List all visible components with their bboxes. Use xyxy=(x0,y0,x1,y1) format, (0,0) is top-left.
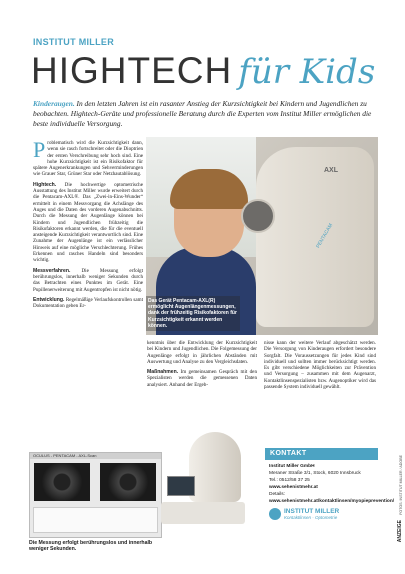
contact-details-prefix: Details: xyxy=(269,492,285,497)
drop-cap: P xyxy=(33,137,46,162)
column3-paragraph: nisse kann der weitere Verlauf abgeschätzt werden. Die Versorgung von Kinderaugen erfordert besondere Sorgfalt. Die Voraussetzungen für jedes Kind sind individuell und sollten immer berücksichtigt werden. Es gibt verschiedene Möglichkeiten zur Prävention und Versorgung – zusammen mit dem Augenarzt, Kontaktlinsenspezialisten bzw. Augenoptiker wird das passende System individuell gewählt. xyxy=(264,340,376,391)
contact-header: KONTAKT xyxy=(265,448,378,460)
eye-scan-right xyxy=(100,463,156,501)
lead-paragraph xyxy=(33,99,373,129)
software-data-panel xyxy=(33,507,158,533)
entwicklung-paragraph xyxy=(33,297,143,310)
software-screenshot xyxy=(29,452,162,538)
contact-company: Institut Miller GmbH xyxy=(269,464,315,469)
hightech-text: Die hochwertige optometrische Ausstattung des Institut Miller wurde erweitert durch die Pentacam-AXL®. Das „Zwei-in-Eins-Wunder“ ermittelt in einem Messvorgang die Achslänge des Auges und die Daten des vorderen Augenabschnitts. Durch die Messung der Augenlänge können bei Kindern und Jugendlichen frühzeitig die Risikofaktoren erkannt werden, die für die eventuell ansteigende Kurzsichtigkeit verantwortlich sind. Eine Zunahme der Augenlänge ist ein verlässlicher Hinweis auf eine mögliche Verschlechterung. Frühes Erkennen und rasches Handeln sind besonders wichtig. xyxy=(33,181,143,264)
contact-box xyxy=(265,448,395,523)
contact-body xyxy=(265,460,395,523)
intro-text: roblematisch wird die Kurzsichtigkeit dann, wenn sie rasch fortschreitet oder die Dioptrien der ersten Verschreibung sehr hoch sind. Eine hohe Kurzsichtigkeit ist ein Risikofaktor für spätere Augenerkrankungen und Sehverminderungen wie Grauer Star, Grüner Star oder Netzhautablösung. xyxy=(33,140,143,178)
entwicklung-text: Regelmäßige Verlaufskontrollen samt Dokumentation geben Er- xyxy=(33,296,143,310)
messverfahren-paragraph xyxy=(33,268,143,293)
lead-keyword: Kinderaugen. xyxy=(33,99,75,108)
hightech-heading: Hightech. xyxy=(33,181,57,188)
institut-miller-logo xyxy=(269,508,374,520)
photo-credits: FOTOS: INSTITUT MILLER / ADOBE xyxy=(399,455,403,515)
page-title xyxy=(31,50,375,92)
software-titlebar: OCULUS - PENTACAM - AXL-Scan xyxy=(30,453,161,459)
photo-device-lens xyxy=(241,199,275,233)
column-3 xyxy=(264,340,376,390)
column-2 xyxy=(147,340,257,388)
machine-base xyxy=(161,502,245,524)
device-label: AXL xyxy=(324,167,338,174)
column2-paragraph-1: kenntnis über die Entwicklung der Kurzsichtigkeit bei Kindern und Jugendlichen. Die Folgemessung der Augenlänge erfolgt in jährlichen Abständen mit Auswertung und Analyse zu den Vergleichsdaten. xyxy=(147,340,257,365)
brand-kicker: INSTITUT MILLER xyxy=(33,37,114,47)
title-main: HIGHTECH xyxy=(31,50,233,91)
photo-caption: Das Gerät Pentacam-AXL(R) ermöglicht Augenlängenmessungen, dank der frühzeitig Risikofaktoren für Kurzsichtigkeit erkannt werden können. xyxy=(146,296,240,331)
lead-text: In den letzten Jahren ist ein rasanter Anstieg der Kurzsichtigkeit bei Kindern und Jugendlichen zu beobachten. Hightech-Geräte und professionelle Beratung durch die Experten vom Institut Miller ermöglichen die beste individuelle Versorgung. xyxy=(33,99,372,128)
hightech-paragraph xyxy=(33,182,143,264)
contact-details-link[interactable]: www.sehenistmehr.at/kontaktlinsen/myopieprevention/ xyxy=(269,499,395,504)
advertisement-label: ANZEIGE xyxy=(397,520,403,543)
entwicklung-heading: Entwicklung. xyxy=(33,296,65,303)
massnahmen-heading: Maßnahmen. xyxy=(147,369,179,376)
massnahmen-paragraph xyxy=(147,369,257,388)
title-script: für Kids xyxy=(238,52,376,92)
device-brand: PENTACAM xyxy=(315,222,335,250)
messverfahren-heading: Messverfahren. xyxy=(33,267,71,274)
contact-web-link[interactable]: www.sehenistmehr.at xyxy=(269,485,318,490)
logo-subline: Kontaktlinsen · Optometrie xyxy=(284,515,338,520)
eye-scan-left xyxy=(34,463,90,501)
intro-paragraph xyxy=(33,137,143,178)
pentacam-machine-image xyxy=(161,432,245,536)
messverfahren-text: Die Messung erfolgt berührungslos, innerhalb weniger Sekunden durch das Betrachten eines Punktes im Gerät. Eine Pupillenerweiterung mit Augentropfen ist nicht nötig. xyxy=(33,267,143,293)
contact-phone: Tel.: 0512/58 37 25 xyxy=(269,478,310,483)
contact-address: Meraner Straße 3/1, Stock, 6020 Innsbruck xyxy=(269,471,361,476)
massnahmen-text: Im gemeinsamen Gespräch mit den Spezialisten werden die gemessenen Daten analysiert. Anhand der Ergeb- xyxy=(147,369,257,388)
machine-screen xyxy=(167,476,195,496)
column-1 xyxy=(33,137,143,310)
logo-name: INSTITUT MILLER xyxy=(284,508,340,515)
bottom-caption: Die Messung erfolgt berührungslos und innerhalb weniger Sekunden. xyxy=(29,540,153,553)
contact-details xyxy=(269,491,395,505)
photo-pentacam-device xyxy=(256,147,374,327)
machine-body xyxy=(189,432,241,502)
logo-mark-icon xyxy=(269,508,281,520)
